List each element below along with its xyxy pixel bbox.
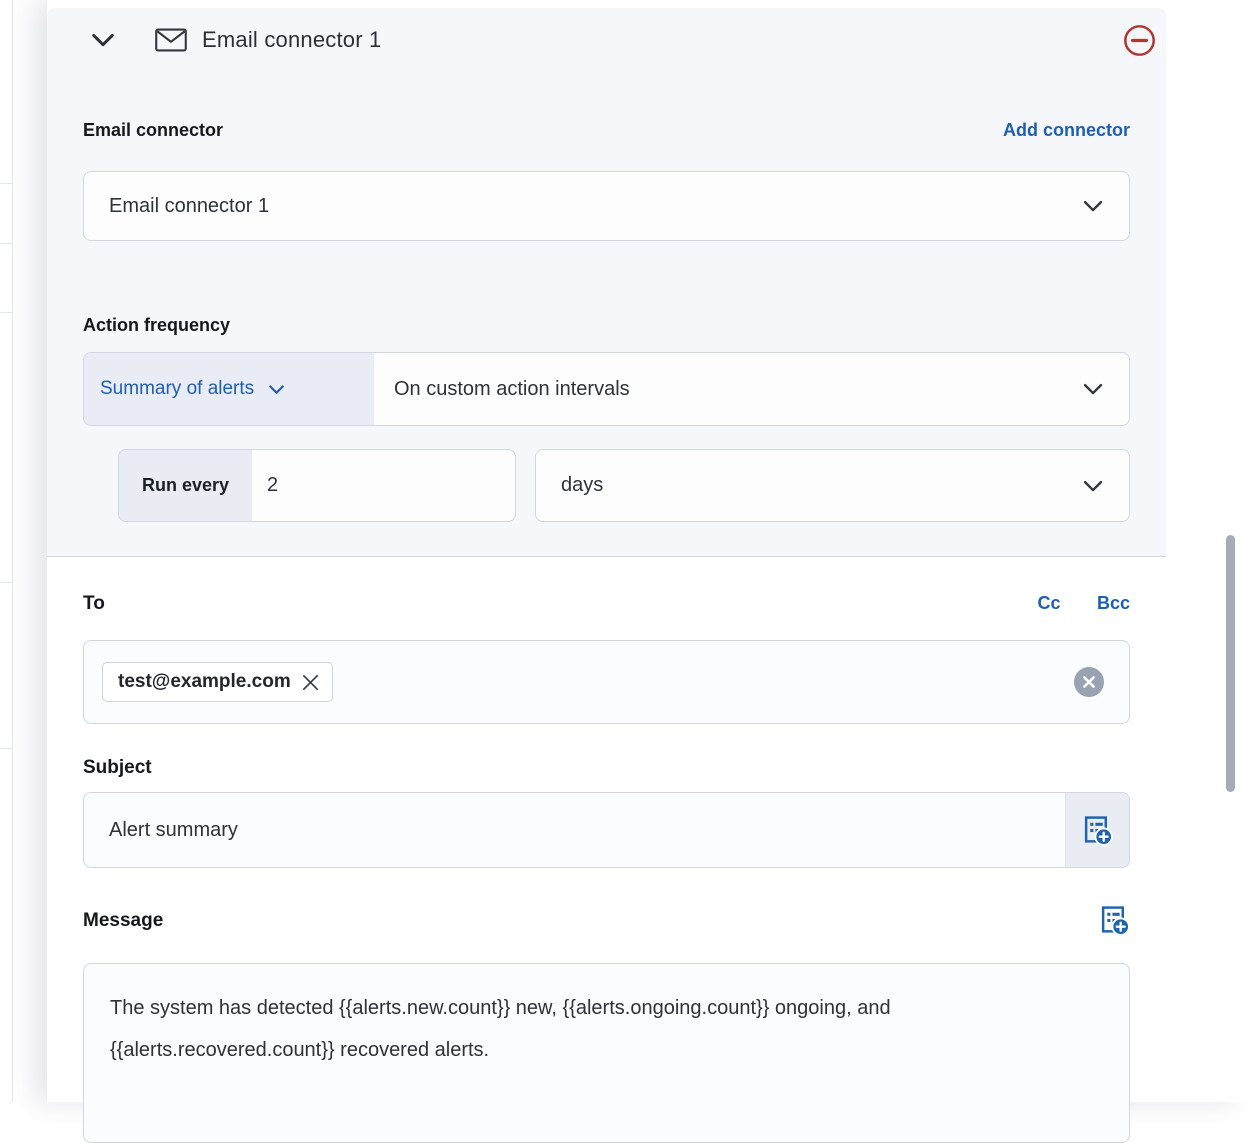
accordion-collapse-button[interactable] [89, 26, 117, 54]
run-every-label: Run every [119, 450, 252, 521]
action-panel-header [47, 8, 1166, 64]
interval-select-value: On custom action intervals [394, 377, 630, 400]
divider [0, 183, 13, 184]
message-text: The system has detected {{alerts.new.count}} new, {{alerts.ongoing.count}} ongoing, and {{alerts.recovered.count}} recovered alerts. [110, 997, 891, 1061]
connector-select-value: Email connector 1 [109, 194, 270, 217]
recipient-email: test@example.com [118, 671, 291, 692]
remove-recipient-icon[interactable] [302, 674, 319, 691]
divider [0, 312, 13, 313]
notify-when-value: Summary of alerts [100, 378, 255, 399]
bcc-link[interactable]: Bcc [1096, 593, 1130, 613]
minus-circle-icon [1123, 24, 1156, 57]
action-title: Email connector 1 [202, 27, 382, 52]
action-frequency-control [83, 352, 1130, 426]
subject-field-label: Subject [83, 757, 152, 778]
interval-unit-value: days [561, 474, 604, 496]
add-connector-link[interactable]: Add connector [1002, 120, 1130, 140]
connector-field-label: Email connector [83, 120, 224, 140]
subject-add-variable-button[interactable] [1065, 793, 1129, 867]
subject-input[interactable] [84, 793, 1129, 867]
rule-actions-flyout [47, 0, 1245, 1102]
connector-select[interactable] [83, 171, 1130, 241]
message-field-label: Message [83, 909, 164, 931]
chevron-down-icon [1081, 377, 1105, 401]
email-action-panel [47, 8, 1166, 557]
chevron-down-icon [1081, 194, 1105, 218]
frequency-field-label: Action frequency [83, 315, 231, 335]
recipient-pill [102, 662, 333, 702]
run-every-group [118, 449, 516, 522]
divider [0, 582, 13, 583]
background-page-edge [0, 0, 13, 1102]
interval-select[interactable] [374, 353, 1129, 425]
to-recipients-combobox[interactable] [83, 640, 1130, 724]
add-variable-icon [1099, 905, 1130, 936]
divider [0, 748, 13, 749]
interval-unit-select[interactable] [535, 449, 1130, 522]
vertical-scrollbar-thumb[interactable] [1226, 535, 1235, 792]
clear-circle-icon [1074, 667, 1104, 697]
cc-link[interactable]: Cc [1037, 593, 1061, 613]
divider [0, 243, 13, 244]
remove-action-button[interactable] [1123, 24, 1156, 57]
notify-when-toggle[interactable] [84, 353, 374, 425]
chevron-down-icon [267, 380, 286, 399]
chevron-down-icon [1081, 474, 1105, 498]
message-add-variable-button[interactable] [1099, 905, 1130, 936]
chevron-down-icon [89, 26, 117, 54]
clear-recipients-button[interactable] [1074, 667, 1104, 697]
subject-field [83, 792, 1130, 868]
run-every-input[interactable] [252, 450, 515, 521]
email-icon [155, 27, 187, 53]
add-variable-icon [1082, 815, 1113, 846]
to-field-label: To [83, 593, 105, 614]
message-textarea[interactable] [83, 963, 1130, 1143]
